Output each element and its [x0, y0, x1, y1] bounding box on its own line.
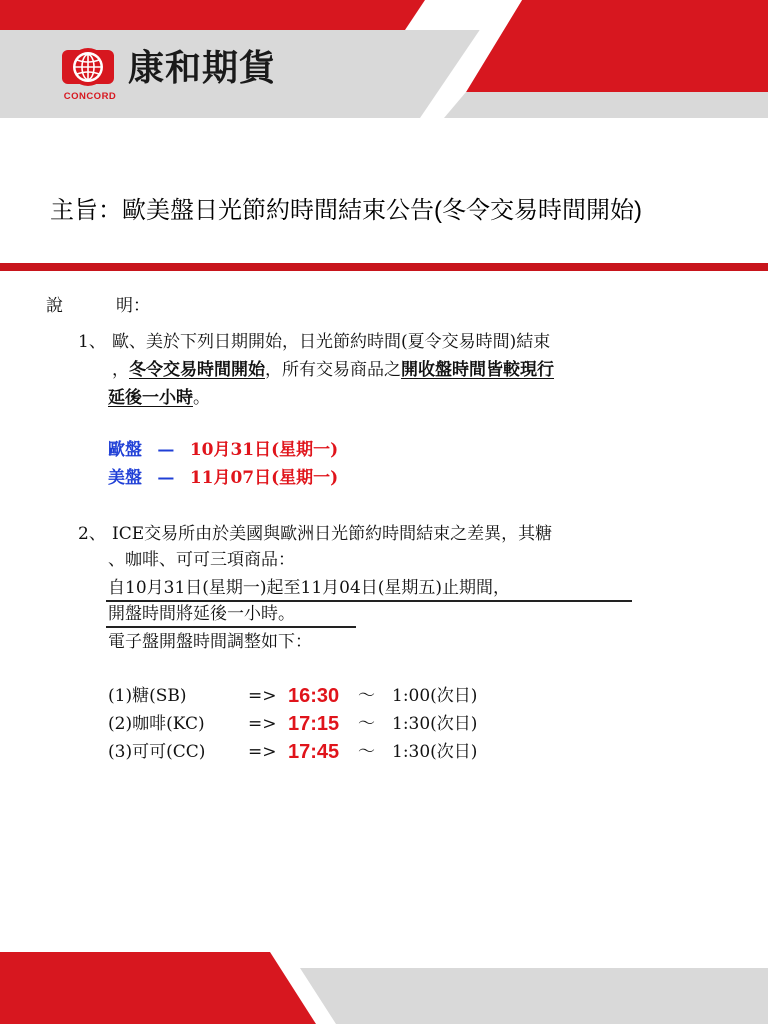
tilde: ～ [358, 714, 375, 734]
open-time-sugar: 16:30 [288, 685, 340, 707]
item1-line2-mid: ，所有交易商品之 [265, 360, 401, 380]
tilde: ～ [358, 686, 375, 706]
schedule-row-us [108, 468, 338, 488]
item2-line4: 開盤時間將延後一小時。 [108, 604, 295, 624]
winter-trading-start: 冬令交易時間開始 [129, 360, 265, 380]
product-label-cocoa: (3)可可(CC) [108, 742, 206, 762]
concord-globe-logo [60, 42, 116, 92]
period-underline [106, 626, 356, 628]
item2-line3: 自10月31日(星期一)起至11月04日(星期五)止期間， [108, 578, 511, 598]
delay-one-hour: 延後一小時 [108, 388, 193, 408]
item1-line1: 歐、美於下列日期開始，日光節約時間(夏令交易時間)結束 [112, 332, 551, 352]
item2-number: 2、 [78, 524, 106, 544]
product-arrow: => [248, 686, 277, 706]
dash: — [157, 468, 175, 488]
open-close-time-emphasis: 開收盤時間皆較現行 [401, 360, 554, 380]
close-time-cocoa: 1:30(次日) [392, 742, 478, 762]
item1-line2-prefix: ， [112, 360, 129, 380]
schedule-row-europe [108, 440, 338, 460]
label-ming: 明： [116, 296, 150, 316]
company-wordmark: 康和期貨 [128, 47, 277, 88]
date-europe: 10月31日(星期一) [189, 440, 339, 460]
period-underline [106, 600, 632, 602]
item1-line2 [112, 360, 554, 380]
product-arrow: => [248, 742, 277, 762]
item2-line1: ICE交易所由於美國與歐洲日光節約時間結束之差異，其糖 [112, 524, 553, 544]
date-us: 11月07日(星期一) [189, 468, 339, 488]
red-divider [0, 263, 768, 271]
item1-number: 1、 [78, 332, 106, 352]
dash: — [157, 440, 175, 460]
item1-line3 [108, 388, 210, 408]
item1-line3-end: 。 [193, 388, 210, 408]
close-time-coffee: 1:30(次日) [392, 714, 478, 734]
item2-line5: 電子盤開盤時間調整如下： [108, 632, 312, 652]
close-time-sugar: 1:00(次日) [392, 686, 478, 706]
tilde: ～ [358, 742, 375, 762]
logo-caption: CONCORD [63, 91, 117, 102]
market-europe: 歐盤 [108, 440, 142, 460]
page-title: 主旨：歐美盤日光節約時間結束公告(冬令交易時間開始) [50, 197, 642, 224]
label-shuo: 說 [46, 296, 63, 316]
product-label-coffee: (2)咖啡(KC) [108, 714, 205, 734]
product-label-sugar: (1)糖(SB) [108, 686, 187, 706]
open-time-coffee: 17:15 [288, 713, 340, 735]
product-arrow: => [248, 714, 277, 734]
market-us: 美盤 [108, 468, 142, 488]
item2-line2: 、咖啡、可可三項商品： [108, 550, 295, 570]
open-time-cocoa: 17:45 [288, 741, 340, 763]
